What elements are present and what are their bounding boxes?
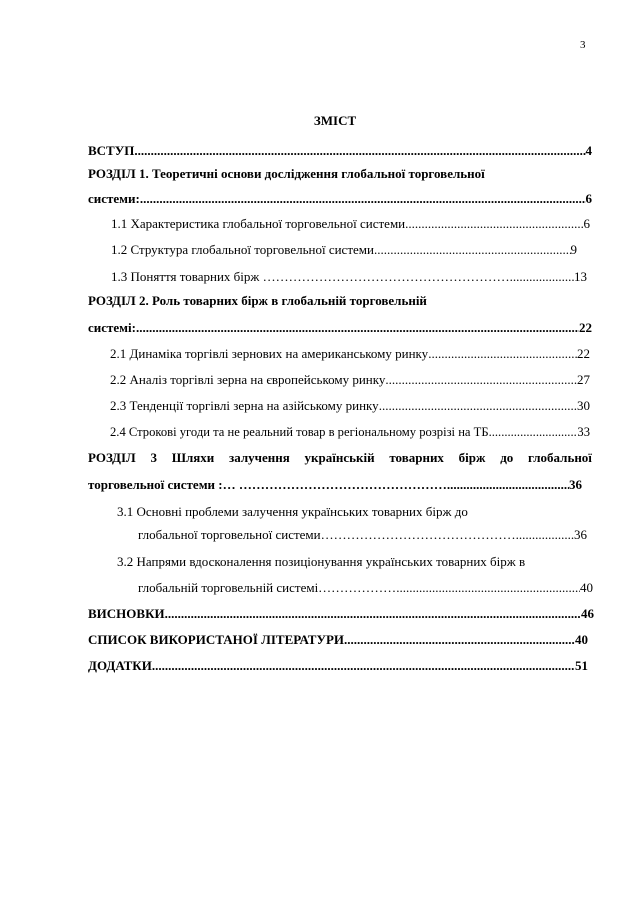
toc-entry-label: глобальної торговельної системи……………………………………….: [138, 527, 519, 542]
dot-leader: [134, 142, 585, 160]
toc-entry-appendices: [88, 657, 588, 675]
toc-entry-3-1-line2: [138, 526, 587, 544]
toc-entry-label: 2.3 Тенденції торгівлі зерна на азійському ринку: [110, 398, 379, 413]
dot-leader: [489, 423, 578, 441]
toc-word: глобальної: [528, 450, 592, 465]
toc-entry-label: 1.1 Характеристика глобальної торговельної системи: [111, 216, 406, 231]
dot-leader: [428, 345, 577, 363]
toc-page-number: 40: [575, 632, 588, 647]
toc-page-number: 46: [581, 606, 594, 621]
dot-leader: [396, 579, 580, 597]
toc-entry-1-3: [111, 268, 587, 286]
toc-entry-chapter-1-line2: [88, 190, 592, 208]
toc-word: до: [500, 450, 514, 465]
toc-entry-chapter-1-line1: РОЗДІЛ 1. Теоретичні основи дослідження глобальної торговельної: [88, 166, 485, 181]
dot-leader: [405, 215, 583, 233]
toc-page-number: 4: [585, 143, 592, 158]
toc-word: українській: [304, 450, 375, 465]
toc-entry-label: ВСТУП: [88, 143, 135, 158]
page-title: ЗМІСТ: [313, 113, 357, 128]
toc-entry-3-2-line1: 3.2 Напрями вдосконалення позиціонування українських товарних бірж в: [117, 554, 526, 569]
toc-word: РОЗДІЛ: [88, 450, 136, 465]
toc-word: залучення: [229, 450, 290, 465]
toc-entry-conclusions: [88, 605, 594, 623]
toc-page-number: 36: [574, 527, 587, 542]
dot-leader: [344, 631, 575, 649]
toc-entry-label: 2.2 Аналіз торгівлі зерна на європейському ринку: [110, 372, 386, 387]
toc-page-number: 22: [577, 346, 590, 361]
dot-leader: [385, 371, 577, 389]
toc-entry-label: глобальній торговельній системі………………: [138, 580, 397, 595]
dot-leader: [152, 657, 575, 675]
toc-page-number: 40: [580, 580, 593, 595]
toc-entry-chapter-3-line2: [88, 476, 582, 494]
toc-page-number: 9: [570, 242, 577, 257]
toc-page-number: 51: [575, 658, 588, 673]
toc-entry-intro: [88, 142, 592, 160]
toc-word: бірж: [458, 450, 486, 465]
dot-leader: [519, 526, 574, 544]
toc-entry-1-2: [111, 241, 577, 259]
toc-entry-chapter-2-line2: [88, 319, 592, 337]
toc-page-number: 6: [583, 216, 590, 231]
toc-entry-label: 2.4 Строкові угоди та не реальний товар в регіональному розрізі на ТБ: [110, 425, 489, 439]
toc-entry-3-1-line1: 3.1 Основні проблеми залучення українських товарних бірж до: [117, 504, 468, 519]
toc-page-number: 33: [577, 425, 590, 439]
dot-leader: [379, 397, 577, 415]
toc-page-number: 36: [569, 477, 582, 492]
toc-entry-label: ВИСНОВКИ: [88, 606, 165, 621]
toc-entry-3-2-line2: [138, 579, 593, 597]
toc-entry-references: [88, 631, 588, 649]
toc-entry-label: 1.2 Структура глобальної торговельної системи: [111, 242, 374, 257]
toc-entry-2-1: [110, 345, 590, 363]
dot-leader: [510, 268, 574, 286]
toc-page-number: 22: [579, 320, 592, 335]
toc-word: товарних: [389, 450, 444, 465]
toc-entry-label: СПИСОК ВИКОРИСТАНОЇ ЛІТЕРАТУРИ: [88, 632, 345, 647]
toc-page-number: 27: [577, 372, 590, 387]
page-number: 3: [580, 39, 586, 51]
dot-leader: [374, 241, 571, 259]
toc-entry-label: торговельної системи :… …………………………………………: [88, 477, 447, 492]
toc-word: 3: [150, 450, 157, 465]
toc-entry-label: 1.3 Поняття товарних бірж …………………………………………………: [111, 269, 510, 284]
toc-word: Шляхи: [171, 450, 215, 465]
toc-entry-label: системи:: [88, 191, 140, 206]
toc-entry-chapter-3-line1: [88, 449, 592, 467]
dot-leader: [165, 605, 581, 623]
toc-page-number: 6: [585, 191, 592, 206]
toc-entry-label: 2.1 Динаміка торгівлі зернових на американському ринку: [110, 346, 429, 361]
toc-entry-label: ДОДАТКИ: [88, 658, 152, 673]
dot-leader: [140, 190, 586, 208]
toc-entry-label: системі:: [88, 320, 136, 335]
toc-entry-2-4: [110, 423, 590, 441]
toc-entry-chapter-2-line1: РОЗДІЛ 2. Роль товарних бірж в глобальній торговельній: [88, 293, 427, 308]
dot-leader: [136, 319, 579, 337]
toc-page-number: 30: [577, 398, 590, 413]
toc-entry-2-3: [110, 397, 590, 415]
toc-page-number: 13: [574, 269, 587, 284]
toc-entry-2-2: [110, 371, 590, 389]
dot-leader: [447, 476, 569, 494]
toc-entry-1-1: [111, 215, 590, 233]
